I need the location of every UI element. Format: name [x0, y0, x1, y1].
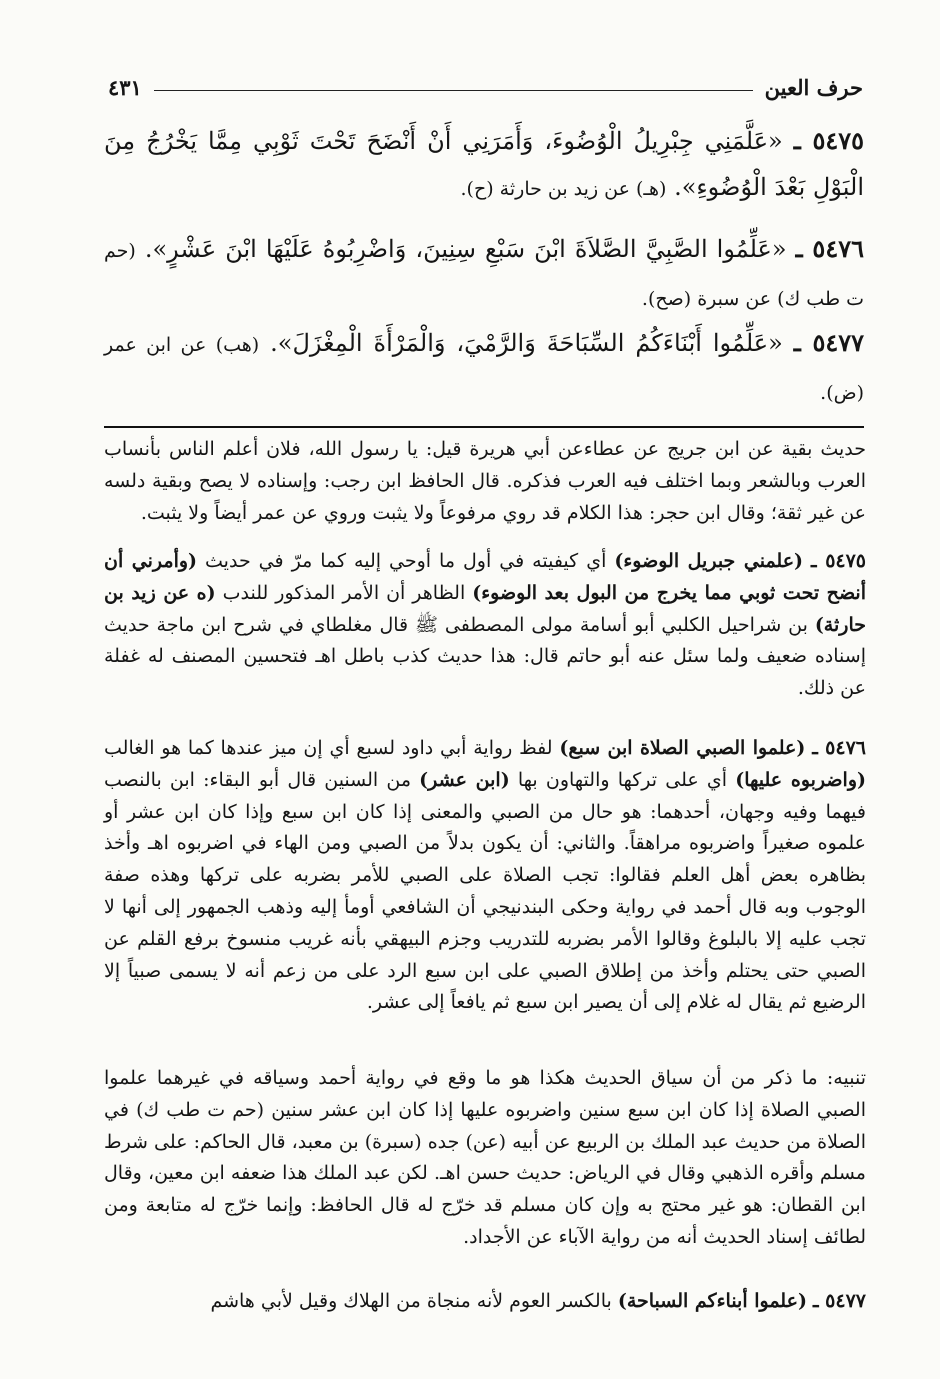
- hadith-source: (هـ) عن زيد بن حارثة (ح).: [460, 178, 667, 200]
- hadith-number: ٥٤٧٦ ـ: [795, 234, 864, 263]
- header-rule: [154, 90, 753, 91]
- commentary-text: أي كيفيته في أول ما أوحي إليه كما مرّ في حديث: [197, 550, 615, 572]
- commentary-5477: [104, 1286, 866, 1318]
- footnote-separator: [104, 426, 864, 428]
- commentary-quote: (علمني جبريل الوضوء): [614, 550, 804, 572]
- commentary-text: بالكسر العوم لأنه منجاة من الهلاك وقيل لأبي هاشم: [210, 1290, 618, 1312]
- commentary-text: أي على تركها والتهاون بها: [509, 768, 736, 791]
- running-header: [108, 70, 863, 104]
- hadith-5476: [104, 226, 864, 322]
- commentary-number: ٥٤٧٥ ـ: [811, 550, 867, 572]
- commentary-text: الظاهر أن الأمر المذكور للندب: [215, 581, 473, 604]
- hadith-5477: [104, 320, 864, 416]
- hadith-text: «عَلِّمُوا أَبْنَاءَكُمُ السِّبَاحَةَ وَالرَّمْيَ، وَالْمَرْأَةَ الْمِغْزَلَ».: [270, 329, 783, 357]
- hadith-text: «عَلِّمُوا الصَّبِيَّ الصَّلاَةَ ابْنَ سَبْعِ سِنِينَ، وَاضْرِبُوهُ عَلَيْهَا ابْنَ عَشْرٍ».: [144, 235, 787, 263]
- commentary-quote: (علموا أبناءكم السباحة): [617, 1290, 807, 1312]
- commentary-number: ٥٤٧٧ ـ: [812, 1290, 866, 1312]
- commentary-text: لفظ رواية أبي داود لسبع أي إن ميز عندها كما هو الغالب: [104, 737, 560, 759]
- hadith-number: ٥٤٧٧ ـ: [793, 328, 864, 357]
- commentary-quote: (ه عن زيد بن حارثة): [104, 581, 866, 636]
- commentary-number: ٥٤٧٦ ـ: [812, 737, 866, 759]
- hadith-text: «عَلَّمَنِي جِبْرِيلُ الْوُضُوءَ، وَأَمَرَنِي أَنْ أَنْضَحَ تَحْتَ ثَوْبِي مِمَّا يَخْرُجُ مِنَ الْبَوْلِ بَعْدَ الْوُضُوءِ».: [104, 127, 864, 201]
- hadith-source: (حم ت طب ك) عن سبرة (صح).: [104, 240, 864, 310]
- commentary-quote: (ابن عشر): [419, 768, 510, 791]
- commentary-tanbih: تنبيه: ما ذكر من أن سياق الحديث هكذا هو ما وقع في رواية أحمد وسياقه في غيرهما علموا الصبي الصلاة إذا كان ابن سبع سنين واضربوه عليها إذا كان ابن عشر سنين (حم ت طب ك) في الصلاة من حديث عبد الملك بن الربيع عن أبيه (عن) جده (سبرة) بن معبد، قال الحاكم: على شرط مسلم وأقره الذهبي وقال في الرياض: حديث حسن اهـ. لكن عبد الملك هذا ضعفه ابن معين، وقال ابن القطان: هو غير محتج به وإن كان مسلم قد خرّج له قال الحافظ: وإنما خرّج له متابعة ومن لطائف إسناد الحديث أنه من رواية الآباء عن الأجداد.: [104, 1067, 866, 1248]
- hadith-number: ٥٤٧٥ ـ: [793, 126, 864, 155]
- commentary-text: من السنين قال أبو البقاء: ابن بالنصب فيهما وفيه وجهان، أحدهما: هو حال من الصبي والمعنى إذا كان ابن سبع وإذا كان ابن عشر أو علموه صغيراً واضربوه مراهقاً. والثاني: أن يكون بدلاً من الصبي ومن الهاء في اضربوه اهـ وأخذ بظاهره بعض أهل العلم فقالوا: تجب الصلاة على الصبي للأمر بضربه على تركها وهذه صفة الوجوب وبه قال أحمد في رواية وحكى البندنيجي أن الشافعي أومأ إليه وذهب الجمهور إلى أنها لا تجب عليه إلا بالبلوغ وقالوا الأمر بضربه للتدريب وجزم البيهقي بأنه غريب منسوخ برفع القلم عن الصبي حتى يحتلم وأخذ من إطلاق الصبي على ابن سبع الرد على من زعم أنه لا يسمى صبياً إلا الرضيع ثم يقال له غلام إلى أن يصير ابن سبع ثم يافعاً إلى عشر.: [104, 768, 866, 1014]
- commentary-quote: (وأمرني أن أنضح تحت ثوبي مما يخرج من البول بعد الوضوء): [104, 550, 866, 604]
- chapter-title: حرف العين: [764, 74, 863, 100]
- hadith-source: (هب) عن ابن عمر (ض).: [104, 334, 864, 404]
- commentary-5476: [104, 733, 866, 1019]
- commentary-5475: [104, 546, 866, 705]
- page-number: ٤٣١: [108, 74, 142, 100]
- commentary-quote: (علموا الصبي الصلاة ابن سبع): [559, 737, 806, 759]
- commentary-text: بن شراحيل الكلبي أبو أسامة مولى المصطفى ﷺ قال مغلطاي في شرح ابن ماجة حديث إسناده ضعيف ولما سئل عنه أبو حاتم قال: هذا حديث كذب باطل اهـ فتحسين المصنف له غفلة عن ذلك.: [104, 613, 866, 700]
- commentary-quote: (واضربوه عليها): [735, 768, 866, 791]
- commentary-continuation: حديث بقية عن ابن جريج عن عطاءعن أبي هريرة قيل: يا رسول الله، فلان أعلم الناس بأنساب العرب وبالشعر وبما اختلف فيه العرب فذكره. قال الحافظ ابن رجب: وإسناده لا يصح وبقية دلسه عن غير ثقة؛ وقال ابن حجر: هذا الكلام قد روي مرفوعاً ولا يثبت وروي عن عمر أيضاً ولا يثبت.: [104, 438, 866, 524]
- hadith-5475: [104, 118, 864, 212]
